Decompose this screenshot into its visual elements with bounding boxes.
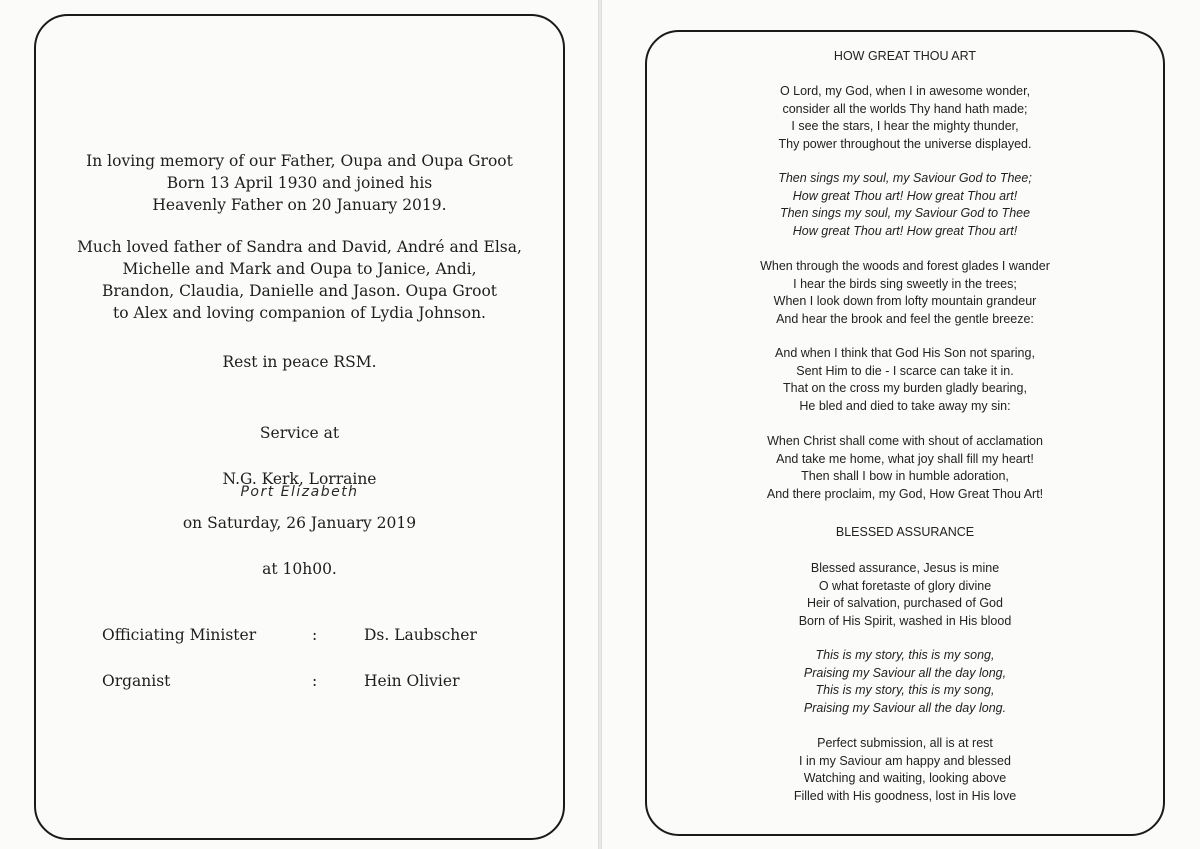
hymn-verse	[645, 83, 1165, 153]
lyric-line: This is my story, this is my song,	[815, 683, 995, 698]
hymn-title: HOW GREAT THOU ART	[833, 49, 977, 63]
person-name: Hein Olivier	[364, 672, 460, 690]
lyric-line: That on the cross my burden gladly bearing,	[783, 381, 1027, 396]
handwritten-city: Port Elizabeth	[240, 484, 359, 500]
lyric-line: And hear the brook and feel the gentle breeze:	[776, 311, 1034, 326]
separator: :	[312, 626, 318, 644]
memorial-line: Heavenly Father on 20 January 2019.	[152, 196, 447, 214]
service-date: on Saturday, 26 January 2019	[182, 514, 417, 532]
lyric-line: Born of His Spirit, washed in His blood	[798, 613, 1012, 628]
lyric-line: He bled and died to take away my sin:	[799, 398, 1011, 413]
lyric-line: How great Thou art! How great Thou art!	[792, 223, 1018, 238]
lyric-line: I see the stars, I hear the mighty thunder,	[791, 119, 1019, 134]
lyric-line: Thy power throughout the universe displayed.	[778, 136, 1032, 151]
lyric-line: When through the woods and forest glades I wander	[760, 259, 1050, 273]
lyric-line: Praising my Saviour all the day long.	[803, 700, 1007, 715]
hymn-chorus	[645, 647, 1165, 717]
family-line: to Alex and loving companion of Lydia Johnson.	[113, 304, 486, 322]
lyric-line: And there proclaim, my God, How Great Thou Art!	[766, 486, 1044, 501]
hymn-verse	[645, 433, 1165, 503]
lyric-line: This is my story, this is my song,	[815, 648, 995, 662]
lyric-line: Then sings my soul, my Saviour God to Thee;	[778, 171, 1032, 185]
lyric-line: Then shall I bow in humble adoration,	[801, 469, 1009, 484]
lyric-line: Then sings my soul, my Saviour God to Thee	[779, 206, 1031, 221]
lyric-line: Blessed assurance, Jesus is mine	[810, 561, 1000, 575]
hymn-verse	[645, 735, 1165, 805]
memorial-line: In loving memory of our Father, Oupa and Oupa Groot	[86, 152, 513, 170]
hymn-verse	[645, 258, 1165, 328]
lyric-line: I hear the birds sing sweetly in the trees;	[793, 276, 1017, 291]
lyric-line: Sent Him to die - I scarce can take it in.	[796, 363, 1014, 378]
lyric-line: When Christ shall come with shout of acclamation	[767, 434, 1043, 448]
service-time: at 10h00.	[262, 560, 337, 578]
lyric-line: Perfect submission, all is at rest	[817, 736, 993, 750]
lyric-line: Praising my Saviour all the day long,	[803, 665, 1007, 680]
memorial-text	[34, 150, 565, 216]
lyric-line: Filled with His goodness, lost in His love	[793, 788, 1017, 803]
separator: :	[312, 672, 318, 690]
lyric-line: Watching and waiting, looking above	[803, 771, 1007, 786]
role-label: Officiating Minister	[102, 626, 257, 644]
lyric-line: I in my Saviour am happy and blessed	[799, 753, 1011, 768]
lyric-line: consider all the worlds Thy hand hath made;	[782, 101, 1028, 116]
person-name: Ds. Laubscher	[364, 626, 477, 644]
page-fold	[598, 0, 602, 849]
hymn-title: BLESSED ASSURANCE	[835, 525, 975, 539]
hymn-chorus	[645, 170, 1165, 240]
lyric-line: How great Thou art! How great Thou art!	[792, 188, 1018, 203]
rest-in-peace: Rest in peace RSM.	[222, 353, 377, 371]
service-heading: Service at	[259, 424, 340, 442]
lyric-line: And when I think that God His Son not sparing,	[775, 346, 1035, 360]
family-text	[34, 236, 565, 324]
hymn-verse	[645, 345, 1165, 415]
memorial-line: Born 13 April 1930 and joined his	[166, 174, 433, 192]
family-line: Brandon, Claudia, Danielle and Jason. Oupa Groot	[101, 282, 498, 300]
lyric-line: O Lord, my God, when I in awesome wonder,	[779, 84, 1031, 98]
lyric-line: Heir of salvation, purchased of God	[807, 596, 1003, 611]
lyric-line: And take me home, what joy shall fill my heart!	[776, 451, 1034, 466]
church-name: N.G. Kerk, Lorraine	[222, 470, 377, 488]
lyric-line: When I look down from lofty mountain grandeur	[773, 294, 1037, 309]
role-label: Organist	[102, 672, 171, 690]
lyric-line: O what foretaste of glory divine	[818, 578, 992, 593]
family-line: Much loved father of Sandra and David, André and Elsa,	[77, 238, 522, 256]
family-line: Michelle and Mark and Oupa to Janice, Andi,	[122, 260, 477, 278]
hymn-verse	[645, 560, 1165, 630]
